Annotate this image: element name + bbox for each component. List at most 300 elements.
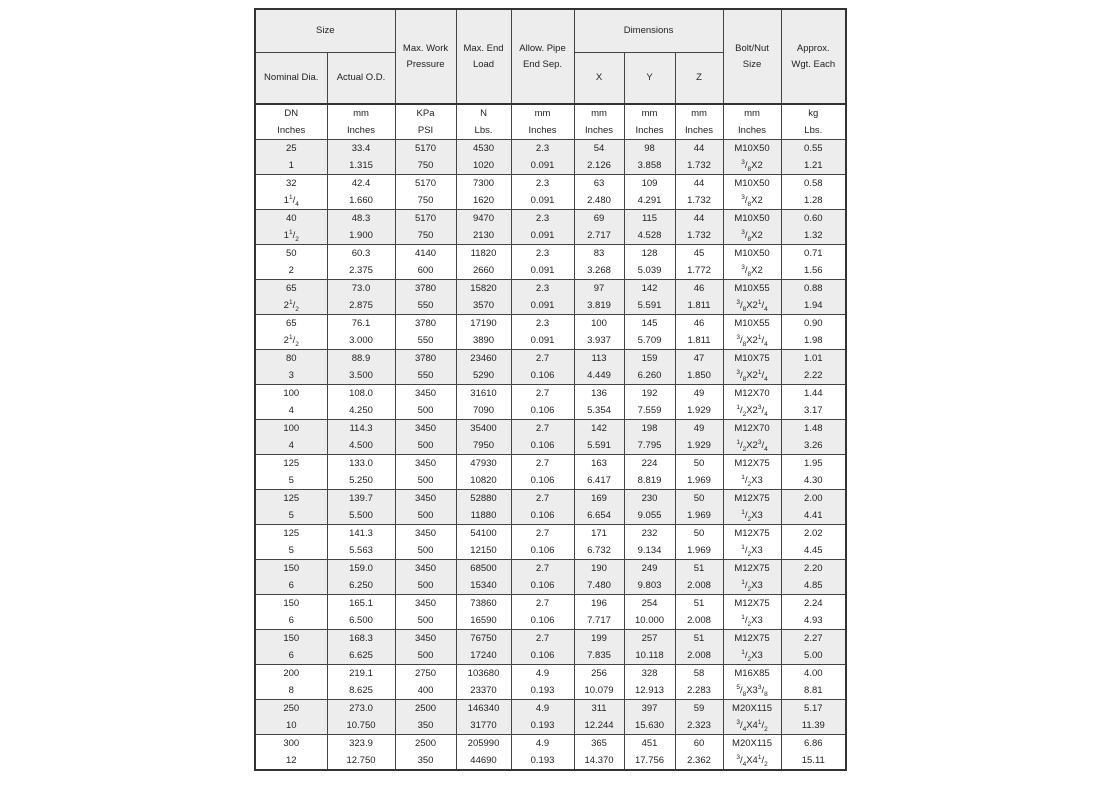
cell-nominal-dia: $2^1/_2$ xyxy=(255,297,327,315)
cell-approx-wgt-each: 8.81 xyxy=(781,682,846,700)
cell-allow-pipe-end-sep: 2.7 xyxy=(511,350,574,368)
cell-approx-wgt-each: 4.30 xyxy=(781,472,846,490)
cell-z: 44 xyxy=(675,140,723,158)
cell-y: 257 xyxy=(624,630,675,648)
table-row-group xyxy=(255,455,846,490)
cell-z: 51 xyxy=(675,595,723,613)
cell-approx-wgt-each: 2.00 xyxy=(781,490,846,508)
cell-max-end-load: 31770 xyxy=(456,717,511,735)
cell-max-work-pressure: 2500 xyxy=(395,700,456,718)
cell-approx-wgt-each: 6.86 xyxy=(781,735,846,753)
cell-approx-wgt-each: 1.94 xyxy=(781,297,846,315)
cell-approx-wgt-each: 3.26 xyxy=(781,437,846,455)
table-row-metric xyxy=(255,175,846,193)
cell-max-work-pressure: 750 xyxy=(395,157,456,175)
cell-bolt-nut-size: $^1/_2X3$ xyxy=(723,612,781,630)
cell-approx-wgt-each: 1.95 xyxy=(781,455,846,473)
cell-x: 4.449 xyxy=(574,367,624,385)
unit-imperial: Inches xyxy=(528,125,557,136)
cell-z: 1.772 xyxy=(675,262,723,280)
cell-y: 17.756 xyxy=(624,752,675,770)
cell-y: 451 xyxy=(624,735,675,753)
cell-actual-od: 4.250 xyxy=(327,402,395,420)
header-approx-wgt-each-line1: Approx. xyxy=(796,42,830,54)
table-row-imperial xyxy=(255,332,846,350)
unit-cell xyxy=(723,104,781,140)
cell-z: 2.008 xyxy=(675,647,723,665)
cell-allow-pipe-end-sep: 2.7 xyxy=(511,490,574,508)
cell-z: 2.008 xyxy=(675,612,723,630)
cell-nominal-dia: 6 xyxy=(255,612,327,630)
cell-z: 1.929 xyxy=(675,402,723,420)
cell-bolt-nut-size: M12X75 xyxy=(723,630,781,648)
cell-nominal-dia: 4 xyxy=(255,402,327,420)
cell-max-end-load: 7950 xyxy=(456,437,511,455)
cell-approx-wgt-each: 4.41 xyxy=(781,507,846,525)
cell-y: 142 xyxy=(624,280,675,298)
cell-y: 6.260 xyxy=(624,367,675,385)
cell-actual-od: 2.875 xyxy=(327,297,395,315)
cell-z: 46 xyxy=(675,315,723,333)
cell-max-end-load: 31610 xyxy=(456,385,511,403)
table-row-imperial xyxy=(255,752,846,770)
unit-metric: mm xyxy=(691,108,707,119)
cell-x: 142 xyxy=(574,420,624,438)
cell-bolt-nut-size: M10X50 xyxy=(723,245,781,263)
cell-z: 45 xyxy=(675,245,723,263)
cell-approx-wgt-each: 1.56 xyxy=(781,262,846,280)
header-actual-od: Actual O.D. xyxy=(327,53,395,105)
cell-y: 128 xyxy=(624,245,675,263)
cell-allow-pipe-end-sep: 0.091 xyxy=(511,157,574,175)
cell-nominal-dia: 50 xyxy=(255,245,327,263)
cell-nominal-dia: 8 xyxy=(255,682,327,700)
unit-metric: KPa xyxy=(416,108,435,119)
unit-imperial: Inches xyxy=(635,125,664,136)
cell-y: 3.858 xyxy=(624,157,675,175)
cell-x: 63 xyxy=(574,175,624,193)
cell-allow-pipe-end-sep: 0.106 xyxy=(511,437,574,455)
cell-z: 1.969 xyxy=(675,507,723,525)
cell-x: 3.937 xyxy=(574,332,624,350)
cell-bolt-nut-size: M10X50 xyxy=(723,140,781,158)
cell-y: 192 xyxy=(624,385,675,403)
table-row-metric xyxy=(255,700,846,718)
cell-y: 224 xyxy=(624,455,675,473)
cell-approx-wgt-each: 0.58 xyxy=(781,175,846,193)
table-row-metric xyxy=(255,210,846,228)
cell-x: 365 xyxy=(574,735,624,753)
cell-actual-od: 219.1 xyxy=(327,665,395,683)
cell-max-work-pressure: 5170 xyxy=(395,140,456,158)
cell-actual-od: 5.563 xyxy=(327,542,395,560)
unit-imperial: Lbs. xyxy=(474,125,493,136)
cell-max-end-load: 44690 xyxy=(456,752,511,770)
cell-actual-od: 6.625 xyxy=(327,647,395,665)
cell-x: 113 xyxy=(574,350,624,368)
cell-actual-od: 73.0 xyxy=(327,280,395,298)
unit-metric: mm xyxy=(641,108,658,119)
cell-allow-pipe-end-sep: 2.3 xyxy=(511,280,574,298)
cell-x: 12.244 xyxy=(574,717,624,735)
cell-allow-pipe-end-sep: 4.9 xyxy=(511,700,574,718)
cell-y: 5.591 xyxy=(624,297,675,315)
table-row-group xyxy=(255,245,846,280)
cell-bolt-nut-size: M12X75 xyxy=(723,455,781,473)
unit-metric: DN xyxy=(284,108,299,119)
cell-max-work-pressure: 500 xyxy=(395,542,456,560)
unit-cell xyxy=(781,104,846,140)
cell-approx-wgt-each: 2.22 xyxy=(781,367,846,385)
cell-approx-wgt-each: 5.17 xyxy=(781,700,846,718)
unit-imperial: Inches xyxy=(347,125,375,136)
cell-max-work-pressure: 3450 xyxy=(395,420,456,438)
pipe-coupling-spec-table xyxy=(254,8,847,771)
cell-approx-wgt-each: 4.93 xyxy=(781,612,846,630)
cell-y: 12.913 xyxy=(624,682,675,700)
cell-actual-od: 88.9 xyxy=(327,350,395,368)
cell-nominal-dia: 5 xyxy=(255,542,327,560)
cell-actual-od: 33.4 xyxy=(327,140,395,158)
cell-max-work-pressure: 500 xyxy=(395,647,456,665)
cell-actual-od: 2.375 xyxy=(327,262,395,280)
cell-z: 1.929 xyxy=(675,437,723,455)
table-row-metric xyxy=(255,245,846,263)
cell-z: 49 xyxy=(675,420,723,438)
unit-imperial: Lbs. xyxy=(804,125,823,136)
cell-max-end-load: 23370 xyxy=(456,682,511,700)
cell-max-end-load: 17190 xyxy=(456,315,511,333)
cell-nominal-dia: 1 xyxy=(255,157,327,175)
cell-allow-pipe-end-sep: 2.3 xyxy=(511,245,574,263)
cell-actual-od: 1.660 xyxy=(327,192,395,210)
table-row-metric xyxy=(255,735,846,753)
cell-y: 5.039 xyxy=(624,262,675,280)
header-x: X xyxy=(574,53,624,105)
cell-y: 7.795 xyxy=(624,437,675,455)
unit-imperial: PSI xyxy=(417,125,434,136)
cell-max-end-load: 68500 xyxy=(456,560,511,578)
cell-max-work-pressure: 5170 xyxy=(395,175,456,193)
table-row-imperial xyxy=(255,472,846,490)
cell-bolt-nut-size: M12X70 xyxy=(723,385,781,403)
cell-actual-od: 8.625 xyxy=(327,682,395,700)
cell-actual-od: 3.000 xyxy=(327,332,395,350)
cell-allow-pipe-end-sep: 2.7 xyxy=(511,525,574,543)
cell-max-work-pressure: 750 xyxy=(395,227,456,245)
cell-bolt-nut-size: M16X85 xyxy=(723,665,781,683)
header-bolt-nut-size-line2: Size xyxy=(742,58,762,70)
cell-actual-od: 6.250 xyxy=(327,577,395,595)
cell-bolt-nut-size: $^3/_4X4^1/_2$ xyxy=(723,752,781,770)
cell-z: 49 xyxy=(675,385,723,403)
cell-x: 83 xyxy=(574,245,624,263)
cell-nominal-dia: 150 xyxy=(255,595,327,613)
cell-nominal-dia: 125 xyxy=(255,525,327,543)
cell-bolt-nut-size: $^1/_2X2^3/_4$ xyxy=(723,437,781,455)
cell-z: 1.732 xyxy=(675,227,723,245)
table-row-group xyxy=(255,595,846,630)
cell-z: 1.969 xyxy=(675,542,723,560)
cell-x: 311 xyxy=(574,700,624,718)
cell-actual-od: 12.750 xyxy=(327,752,395,770)
cell-z: 50 xyxy=(675,525,723,543)
table-row-group xyxy=(255,700,846,735)
cell-z: 1.811 xyxy=(675,297,723,315)
cell-bolt-nut-size: $^5/_8X3^3/_8$ xyxy=(723,682,781,700)
unit-metric: kg xyxy=(808,108,819,119)
cell-max-work-pressure: 500 xyxy=(395,437,456,455)
cell-max-work-pressure: 600 xyxy=(395,262,456,280)
cell-x: 7.835 xyxy=(574,647,624,665)
cell-max-work-pressure: 4140 xyxy=(395,245,456,263)
unit-imperial: Inches xyxy=(277,125,306,136)
cell-x: 54 xyxy=(574,140,624,158)
cell-max-work-pressure: 3450 xyxy=(395,525,456,543)
table-row-metric xyxy=(255,665,846,683)
cell-bolt-nut-size: $^3/_8X2$ xyxy=(723,157,781,175)
table-row-metric xyxy=(255,385,846,403)
cell-actual-od: 3.500 xyxy=(327,367,395,385)
cell-max-end-load: 35400 xyxy=(456,420,511,438)
cell-approx-wgt-each: 1.48 xyxy=(781,420,846,438)
cell-actual-od: 5.500 xyxy=(327,507,395,525)
header-max-end-load xyxy=(456,9,511,104)
cell-y: 15.630 xyxy=(624,717,675,735)
cell-max-work-pressure: 500 xyxy=(395,472,456,490)
cell-x: 7.480 xyxy=(574,577,624,595)
cell-allow-pipe-end-sep: 0.106 xyxy=(511,612,574,630)
cell-approx-wgt-each: 2.27 xyxy=(781,630,846,648)
table-row-group xyxy=(255,140,846,175)
cell-approx-wgt-each: 1.98 xyxy=(781,332,846,350)
cell-allow-pipe-end-sep: 2.7 xyxy=(511,560,574,578)
cell-z: 51 xyxy=(675,560,723,578)
cell-actual-od: 4.500 xyxy=(327,437,395,455)
table-row-metric xyxy=(255,595,846,613)
cell-approx-wgt-each: 0.90 xyxy=(781,315,846,333)
cell-y: 98 xyxy=(624,140,675,158)
cell-max-end-load: 54100 xyxy=(456,525,511,543)
cell-nominal-dia: 5 xyxy=(255,472,327,490)
cell-y: 230 xyxy=(624,490,675,508)
cell-z: 60 xyxy=(675,735,723,753)
units-row xyxy=(255,104,846,140)
cell-max-work-pressure: 3450 xyxy=(395,560,456,578)
cell-nominal-dia: 80 xyxy=(255,350,327,368)
cell-max-end-load: 205990 xyxy=(456,735,511,753)
cell-allow-pipe-end-sep: 2.7 xyxy=(511,595,574,613)
cell-allow-pipe-end-sep: 0.193 xyxy=(511,682,574,700)
unit-metric: mm xyxy=(591,108,607,119)
cell-z: 59 xyxy=(675,700,723,718)
cell-nominal-dia: $1^1/_4$ xyxy=(255,192,327,210)
cell-approx-wgt-each: 0.55 xyxy=(781,140,846,158)
cell-y: 9.055 xyxy=(624,507,675,525)
table-row-group xyxy=(255,560,846,595)
cell-actual-od: 168.3 xyxy=(327,630,395,648)
cell-approx-wgt-each: 0.60 xyxy=(781,210,846,228)
table-row-imperial xyxy=(255,682,846,700)
cell-allow-pipe-end-sep: 0.106 xyxy=(511,577,574,595)
cell-actual-od: 6.500 xyxy=(327,612,395,630)
cell-bolt-nut-size: M12X75 xyxy=(723,525,781,543)
cell-bolt-nut-size: M10X50 xyxy=(723,210,781,228)
cell-max-end-load: 4530 xyxy=(456,140,511,158)
cell-bolt-nut-size: $^1/_2X2^3/_4$ xyxy=(723,402,781,420)
unit-cell xyxy=(255,104,327,140)
cell-bolt-nut-size: M10X55 xyxy=(723,280,781,298)
cell-z: 2.323 xyxy=(675,717,723,735)
cell-actual-od: 108.0 xyxy=(327,385,395,403)
cell-x: 100 xyxy=(574,315,624,333)
cell-approx-wgt-each: 1.44 xyxy=(781,385,846,403)
table-row-metric xyxy=(255,560,846,578)
header-bolt-nut-size-line1: Bolt/Nut xyxy=(735,42,769,54)
cell-bolt-nut-size: $^3/_8X2^1/_4$ xyxy=(723,297,781,315)
unit-cell xyxy=(675,104,723,140)
unit-metric: mm xyxy=(744,108,760,119)
cell-y: 7.559 xyxy=(624,402,675,420)
cell-max-work-pressure: 500 xyxy=(395,612,456,630)
cell-max-end-load: 17240 xyxy=(456,647,511,665)
cell-bolt-nut-size: $^3/_8X2$ xyxy=(723,262,781,280)
unit-cell xyxy=(327,104,395,140)
table-row-metric xyxy=(255,420,846,438)
cell-y: 145 xyxy=(624,315,675,333)
cell-approx-wgt-each: 0.88 xyxy=(781,280,846,298)
cell-approx-wgt-each: 5.00 xyxy=(781,647,846,665)
cell-max-end-load: 103680 xyxy=(456,665,511,683)
table-row-metric xyxy=(255,140,846,158)
cell-nominal-dia: 12 xyxy=(255,752,327,770)
cell-y: 9.134 xyxy=(624,542,675,560)
table-row-imperial xyxy=(255,507,846,525)
table-row-imperial xyxy=(255,717,846,735)
cell-max-work-pressure: 3450 xyxy=(395,385,456,403)
cell-y: 9.803 xyxy=(624,577,675,595)
cell-allow-pipe-end-sep: 2.7 xyxy=(511,420,574,438)
cell-x: 3.819 xyxy=(574,297,624,315)
unit-imperial: Inches xyxy=(585,125,614,136)
cell-nominal-dia: 100 xyxy=(255,385,327,403)
header-nominal-dia: Nominal Dia. xyxy=(255,53,327,105)
cell-max-end-load: 11880 xyxy=(456,507,511,525)
cell-bolt-nut-size: M12X75 xyxy=(723,595,781,613)
cell-x: 7.717 xyxy=(574,612,624,630)
cell-nominal-dia: 3 xyxy=(255,367,327,385)
cell-x: 10.079 xyxy=(574,682,624,700)
cell-max-work-pressure: 3780 xyxy=(395,315,456,333)
cell-max-work-pressure: 500 xyxy=(395,507,456,525)
table-row-metric xyxy=(255,350,846,368)
cell-nominal-dia: 125 xyxy=(255,490,327,508)
table-row-group xyxy=(255,210,846,245)
cell-actual-od: 133.0 xyxy=(327,455,395,473)
cell-max-end-load: 11820 xyxy=(456,245,511,263)
cell-x: 5.591 xyxy=(574,437,624,455)
cell-allow-pipe-end-sep: 0.091 xyxy=(511,297,574,315)
cell-max-end-load: 12150 xyxy=(456,542,511,560)
cell-max-work-pressure: 550 xyxy=(395,297,456,315)
cell-z: 47 xyxy=(675,350,723,368)
cell-nominal-dia: $2^1/_2$ xyxy=(255,332,327,350)
cell-approx-wgt-each: 3.17 xyxy=(781,402,846,420)
cell-approx-wgt-each: 4.00 xyxy=(781,665,846,683)
table-row-group xyxy=(255,630,846,665)
cell-bolt-nut-size: $^1/_2X3$ xyxy=(723,577,781,595)
units-row-group xyxy=(255,104,846,140)
cell-bolt-nut-size: $^1/_2X3$ xyxy=(723,542,781,560)
cell-x: 163 xyxy=(574,455,624,473)
cell-x: 171 xyxy=(574,525,624,543)
cell-bolt-nut-size: $^3/_8X2^1/_4$ xyxy=(723,367,781,385)
cell-x: 256 xyxy=(574,665,624,683)
cell-max-end-load: 76750 xyxy=(456,630,511,648)
cell-approx-wgt-each: 1.32 xyxy=(781,227,846,245)
table-row-imperial xyxy=(255,157,846,175)
cell-actual-od: 10.750 xyxy=(327,717,395,735)
cell-y: 4.528 xyxy=(624,227,675,245)
cell-nominal-dia: $1^1/_2$ xyxy=(255,227,327,245)
cell-max-work-pressure: 750 xyxy=(395,192,456,210)
header-max-work-pressure xyxy=(395,9,456,104)
cell-max-end-load: 2130 xyxy=(456,227,511,245)
cell-bolt-nut-size: $^1/_2X3$ xyxy=(723,507,781,525)
cell-bolt-nut-size: $^3/_8X2$ xyxy=(723,192,781,210)
cell-max-work-pressure: 3450 xyxy=(395,595,456,613)
cell-allow-pipe-end-sep: 2.7 xyxy=(511,385,574,403)
cell-x: 136 xyxy=(574,385,624,403)
cell-approx-wgt-each: 0.71 xyxy=(781,245,846,263)
unit-metric: mm xyxy=(353,108,369,119)
table-row-metric xyxy=(255,315,846,333)
cell-approx-wgt-each: 2.20 xyxy=(781,560,846,578)
cell-max-work-pressure: 3450 xyxy=(395,630,456,648)
cell-bolt-nut-size: M20X115 xyxy=(723,700,781,718)
cell-actual-od: 60.3 xyxy=(327,245,395,263)
cell-bolt-nut-size: M10X75 xyxy=(723,350,781,368)
cell-approx-wgt-each: 4.45 xyxy=(781,542,846,560)
cell-z: 1.850 xyxy=(675,367,723,385)
cell-nominal-dia: 5 xyxy=(255,507,327,525)
cell-allow-pipe-end-sep: 2.7 xyxy=(511,630,574,648)
table-row-imperial xyxy=(255,192,846,210)
cell-y: 232 xyxy=(624,525,675,543)
cell-z: 2.008 xyxy=(675,577,723,595)
cell-max-work-pressure: 550 xyxy=(395,332,456,350)
cell-y: 10.118 xyxy=(624,647,675,665)
cell-nominal-dia: 300 xyxy=(255,735,327,753)
cell-allow-pipe-end-sep: 0.091 xyxy=(511,262,574,280)
cell-approx-wgt-each: 4.85 xyxy=(781,577,846,595)
cell-x: 2.717 xyxy=(574,227,624,245)
cell-y: 397 xyxy=(624,700,675,718)
cell-max-end-load: 2660 xyxy=(456,262,511,280)
table-row-group xyxy=(255,525,846,560)
cell-max-work-pressure: 400 xyxy=(395,682,456,700)
cell-allow-pipe-end-sep: 0.106 xyxy=(511,647,574,665)
table-row-imperial xyxy=(255,262,846,280)
table-row-imperial xyxy=(255,612,846,630)
cell-z: 44 xyxy=(675,210,723,228)
unit-metric: N xyxy=(480,108,487,119)
cell-nominal-dia: 65 xyxy=(255,280,327,298)
cell-bolt-nut-size: $^1/_2X3$ xyxy=(723,472,781,490)
cell-nominal-dia: 4 xyxy=(255,437,327,455)
unit-metric: mm xyxy=(534,108,551,119)
table-row-metric xyxy=(255,490,846,508)
